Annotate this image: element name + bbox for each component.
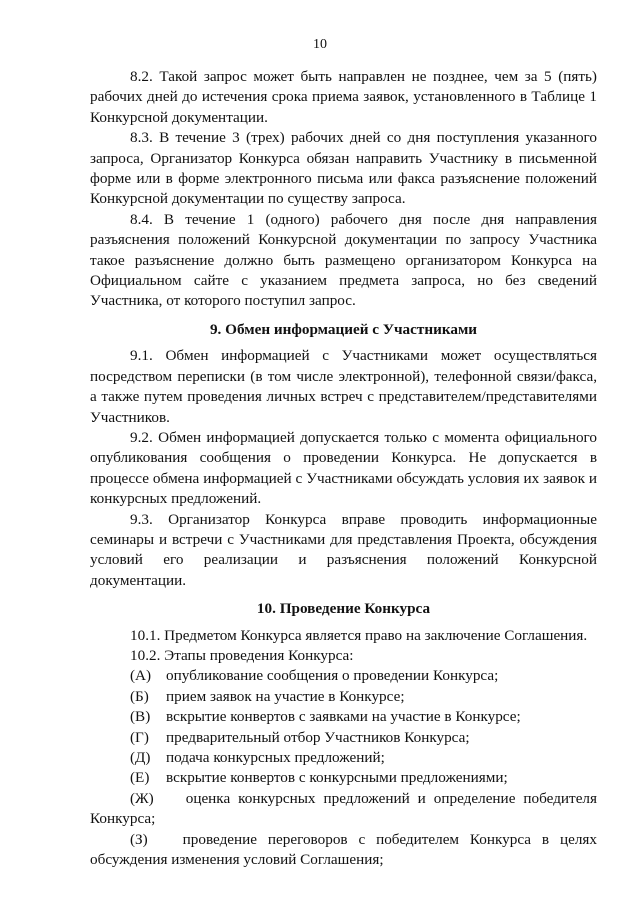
list-marker: (З) (130, 830, 148, 848)
list-item-text: подача конкурсных предложений; (166, 749, 385, 766)
paragraph-9-3: 9.3. Организатор Конкурса вправе проводить информационные семинары и встречи с Участниками для представления Проекта, обсуждения условий его реализации и разъяснения положений Конкурсной документации. (90, 510, 597, 589)
list-item-v (90, 707, 597, 727)
list-item-text: прием заявок на участие в Конкурсе; (166, 687, 405, 705)
list-item-text: опубликование сообщения о проведении Конкурса; (166, 667, 499, 685)
page-number: 10 (313, 37, 327, 52)
list-item-a (90, 666, 597, 686)
list-marker: (А) (130, 667, 152, 685)
document-body (90, 67, 597, 870)
list-item-e (90, 768, 597, 788)
paragraph-8-4: 8.4. В течение 1 (одного) рабочего дня после дня направления разъяснения положений Конкурсной документации по запросу Участника такое разъяснение должно быть размещено организатором Конкурса на Официальном сайте с указанием предмета запроса, но без сведений Участника, от которого поступил запрос. (90, 210, 597, 310)
list-item-z (90, 830, 597, 871)
paragraph-9-2: 9.2. Обмен информацией допускается только с момента официального опубликования сообщения о проведении Конкурса. Не допускается в процессе обмена информацией с Участниками обсуждать условия их заявок и конкурсных предложений. (90, 428, 597, 508)
paragraph-9-1: 9.1. Обмен информацией с Участниками может осуществляться посредством переписки (в том числе электронной), телефонной связи/факса, а также путем проведения личных встреч с представителем/представителями Участников. (90, 347, 597, 426)
list-marker: (Е) (130, 769, 150, 787)
section-10-heading: 10. Проведение Конкурса (256, 600, 431, 618)
list-marker: (В) (130, 708, 151, 726)
section-9-heading: 9. Обмен информацией с Участниками (209, 320, 478, 338)
list-marker: (Б) (130, 687, 149, 705)
list-item-text: вскрытие конвертов с конкурсными предложениями; (166, 769, 508, 787)
paragraph-8-2: 8.2. Такой запрос может быть направлен не позднее, чем за 5 (пять) рабочих дней до истечения срока приема заявок, установленного в Таблице 1 Конкурсной документации. (90, 68, 597, 126)
list-item-b (90, 687, 597, 707)
paragraph-8-3: 8.3. В течение 3 (трех) рабочих дней со дня поступления указанного запроса, Организатор Конкурса обязан направить Участнику в письменной форме или в форме электронного письма или факса разъяснение положений Конкурсной документации по существу запроса. (90, 129, 597, 208)
list-marker: (Г) (130, 728, 149, 746)
list-item-zh (90, 789, 597, 830)
list-marker: (Д) (130, 749, 151, 766)
paragraph-10-1: 10.1. Предметом Конкурса является право на заключение Соглашения. (130, 626, 588, 644)
list-item-d (90, 748, 597, 768)
list-item-text: вскрытие конвертов с заявками на участие в Конкурсе; (166, 708, 521, 726)
paragraph-10-2: 10.2. Этапы проведения Конкурса: (130, 646, 354, 664)
list-item-text: предварительный отбор Участников Конкурса; (166, 728, 470, 746)
list-item-g (90, 728, 597, 748)
list-marker: (Ж) (130, 789, 154, 807)
list-item-text: проведение переговоров с победителем Конкурса в целях обсуждения изменения условий Соглашения; (90, 830, 598, 869)
list-item-text: оценка конкурсных предложений и определение победителя Конкурса; (90, 789, 597, 828)
